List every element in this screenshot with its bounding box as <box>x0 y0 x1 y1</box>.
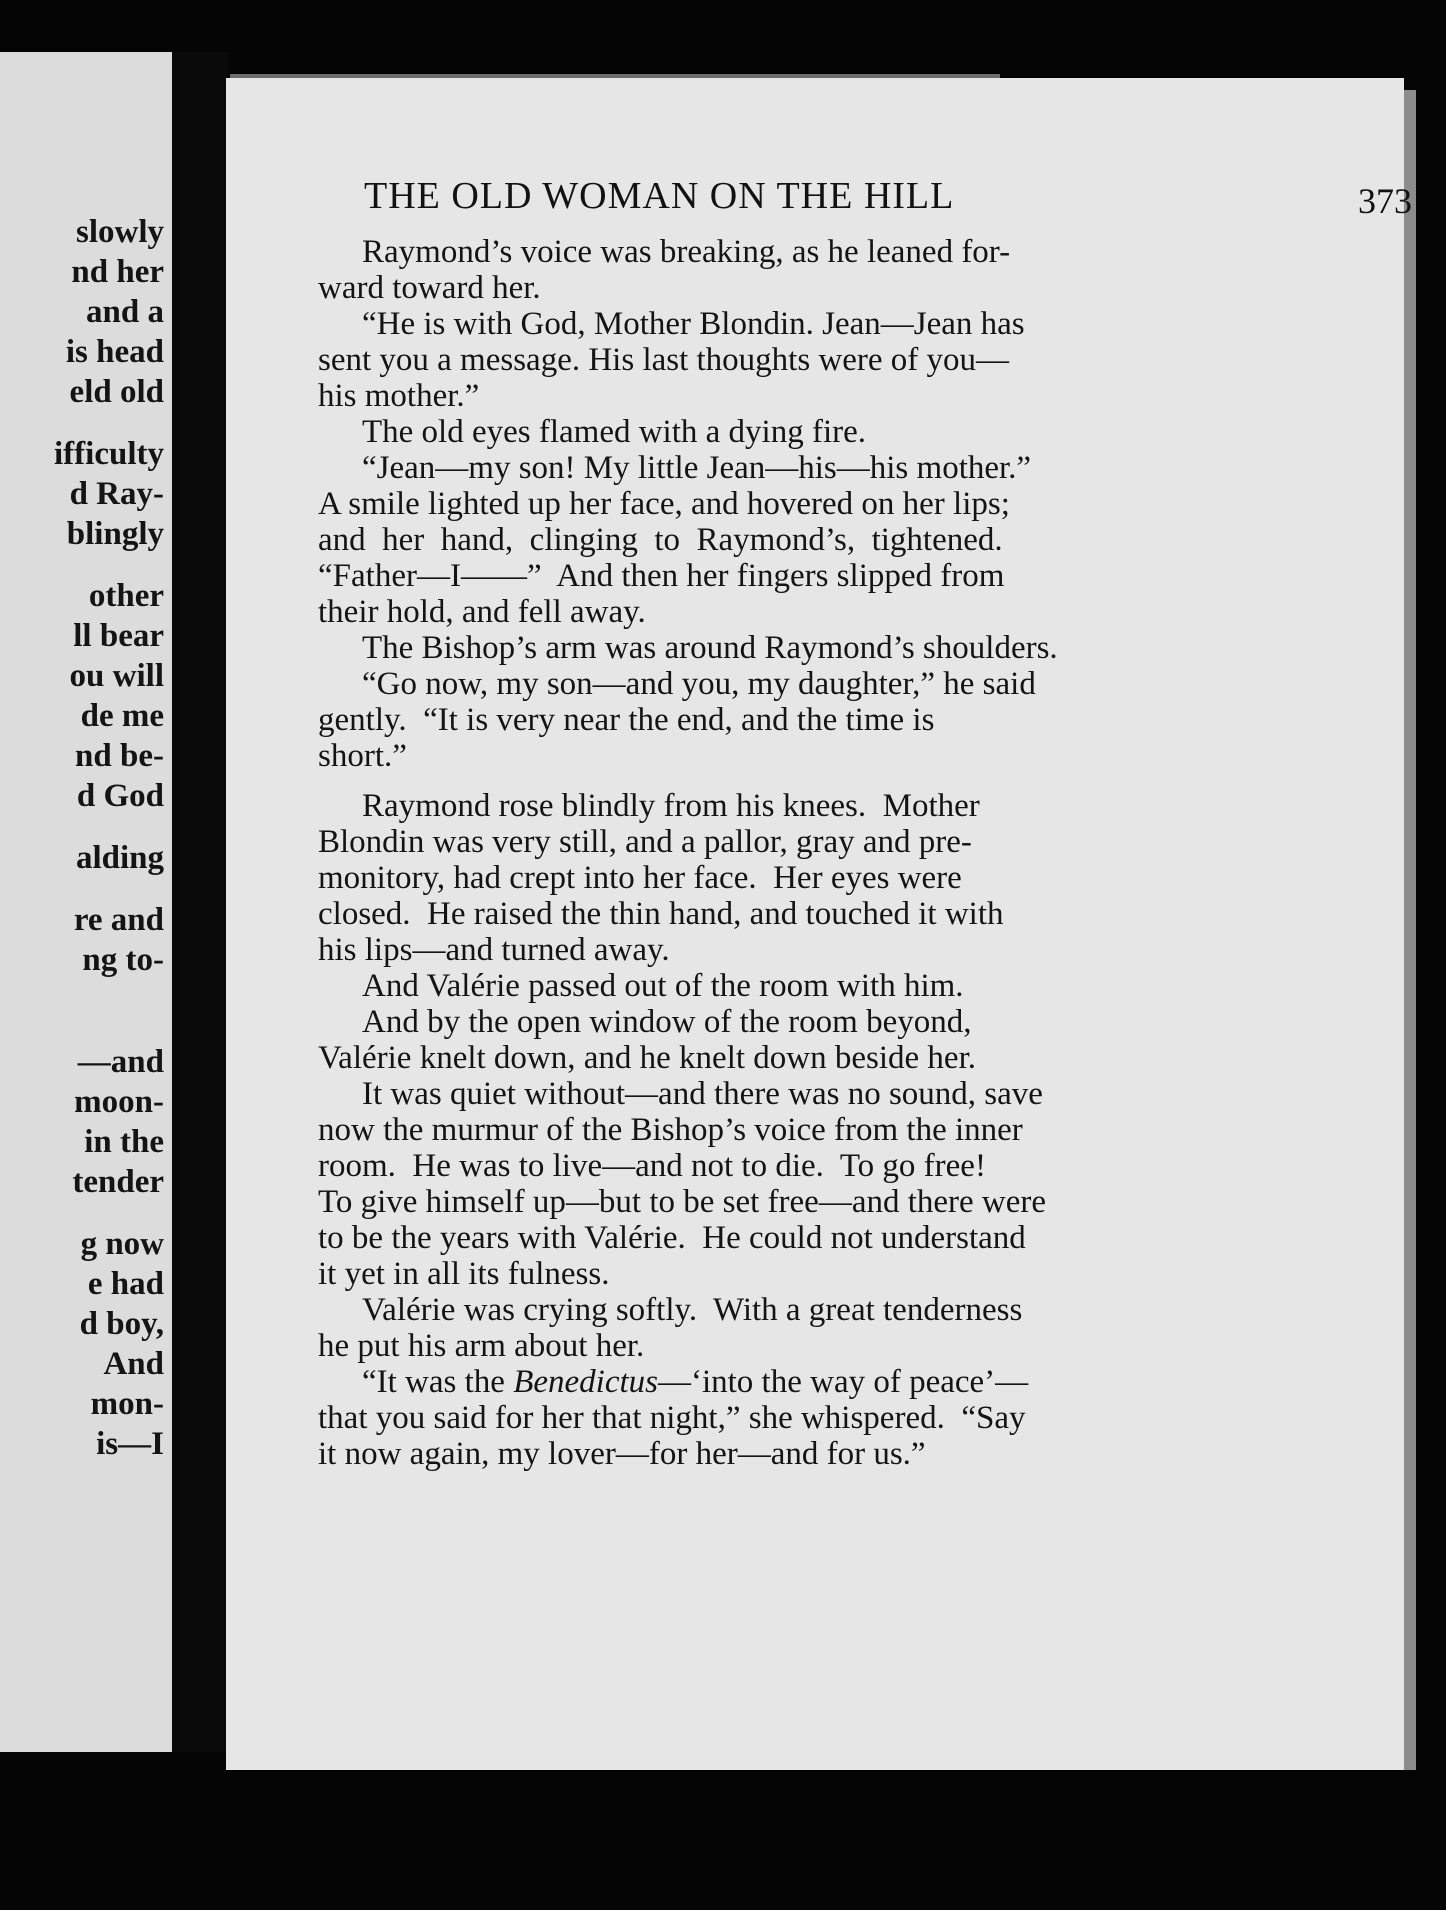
text-line: Blondin was very still, and a pallor, gray and pre- <box>318 824 972 860</box>
fragment: is—I <box>96 1426 164 1462</box>
fragment: d Ray- <box>69 476 164 512</box>
text-line: gently. “It is very near the end, and the time is <box>318 702 935 738</box>
fragment: d boy, <box>79 1306 164 1342</box>
text-run: —‘into the way of peace’— <box>657 1364 1029 1400</box>
fragment: de me <box>80 698 164 734</box>
text-line: It was quiet without—and there was no sound, save <box>362 1076 1043 1112</box>
text-line: “Jean—my son! My little Jean—his—his mother.” <box>362 450 1032 486</box>
fragment: ng to- <box>82 942 164 978</box>
text-line: “He is with God, Mother Blondin. Jean—Jean has <box>362 306 1025 342</box>
page-number: 373 <box>1358 181 1412 221</box>
fragment: moon- <box>74 1084 164 1120</box>
text-line: Valérie was crying softly. With a great tenderness <box>362 1292 1023 1328</box>
fragment-gap <box>54 816 164 838</box>
text-line: The Bishop’s arm was around Raymond’s shoulders. <box>362 630 1058 666</box>
text-line: their hold, and fell away. <box>318 594 646 630</box>
fragment: d God <box>76 778 164 814</box>
text-line: now the murmur of the Bishop’s voice from the inner <box>318 1112 1023 1148</box>
fragment: eld old <box>69 374 164 410</box>
fragment: tender <box>72 1164 164 1200</box>
fragment: is head <box>65 334 164 370</box>
page-fore-edge <box>1404 90 1416 1770</box>
fragment: e had <box>87 1266 164 1302</box>
text-line: Raymond rose blindly from his knees. Mother <box>362 788 980 824</box>
page-header <box>364 174 1424 230</box>
text-run: “It was the <box>362 1364 514 1400</box>
fragment: slowly <box>75 214 164 250</box>
fragment: ifficulty <box>54 436 164 472</box>
text-line: room. He was to live—and not to die. To go free! <box>318 1148 986 1184</box>
fragment: ll bear <box>73 618 164 654</box>
fragment: And <box>103 1346 164 1382</box>
text-line: The old eyes flamed with a dying fire. <box>362 414 867 450</box>
facing-page-left <box>0 52 172 1752</box>
text-line: ward toward her. <box>318 270 541 306</box>
fragment-gap <box>54 412 164 434</box>
fragment: and a <box>86 294 164 330</box>
body-text <box>318 234 1198 1472</box>
text-line: And by the open window of the room beyond, <box>362 1004 972 1040</box>
text-line: that you said for her that night,” she whispered. “Say <box>318 1400 1026 1436</box>
text-line: “Father—I——” And then her fingers slipped from <box>318 558 1005 594</box>
running-title: THE OLD WOMAN ON THE HILL <box>364 175 955 217</box>
text-line: Raymond’s voice was breaking, as he leaned for- <box>362 234 1011 270</box>
text-line: he put his arm about her. <box>318 1328 645 1364</box>
fragment: nd be- <box>75 738 164 774</box>
fragment: blingly <box>66 516 164 552</box>
text-line: his mother.” <box>318 378 480 414</box>
text-line: To give himself up—but to be set free—and there were <box>318 1184 1047 1220</box>
text-line: it now again, my lover—for her—and for us.” <box>318 1436 926 1472</box>
text-line: closed. He raised the thin hand, and touched it with <box>318 896 1004 932</box>
book-gutter <box>172 52 228 1752</box>
fragment: alding <box>75 840 164 876</box>
fragment-gap <box>54 878 164 900</box>
fragment: other <box>88 578 164 614</box>
text-line: and her hand, clinging to Raymond’s, tightened. <box>318 522 1003 558</box>
fragment: in the <box>84 1124 164 1160</box>
page-373 <box>226 78 1412 1770</box>
text-line: short.” <box>318 738 407 774</box>
fragment: re and <box>73 902 164 938</box>
text-line: to be the years with Valérie. He could not understand <box>318 1220 1026 1256</box>
fragment: ou will <box>69 658 164 694</box>
fragment: g now <box>80 1226 164 1262</box>
fragment-gap <box>54 1202 164 1224</box>
text-line: “Go now, my son—and you, my daughter,” he said <box>362 666 1036 702</box>
text-line: And Valérie passed out of the room with him. <box>362 968 964 1004</box>
fragment-gap <box>54 980 164 1042</box>
italic-title: Benedictus <box>513 1364 658 1400</box>
text-line: sent you a message. His last thoughts were of you— <box>318 342 1010 378</box>
text-line: his lips—and turned away. <box>318 932 670 968</box>
text-line: monitory, had crept into her face. Her eyes were <box>318 860 962 896</box>
facing-page-text-fragments <box>54 212 164 1464</box>
text-line: Valérie knelt down, and he knelt down beside her. <box>318 1040 976 1076</box>
fragment: nd her <box>71 254 164 290</box>
fragment: mon- <box>90 1386 164 1422</box>
fragment-gap <box>54 554 164 576</box>
text-line: it yet in all its fulness. <box>318 1256 610 1292</box>
fragment: —and <box>77 1044 164 1080</box>
text-line-mixed <box>318 1364 1198 1400</box>
text-line: A smile lighted up her face, and hovered on her lips; <box>318 486 1010 522</box>
